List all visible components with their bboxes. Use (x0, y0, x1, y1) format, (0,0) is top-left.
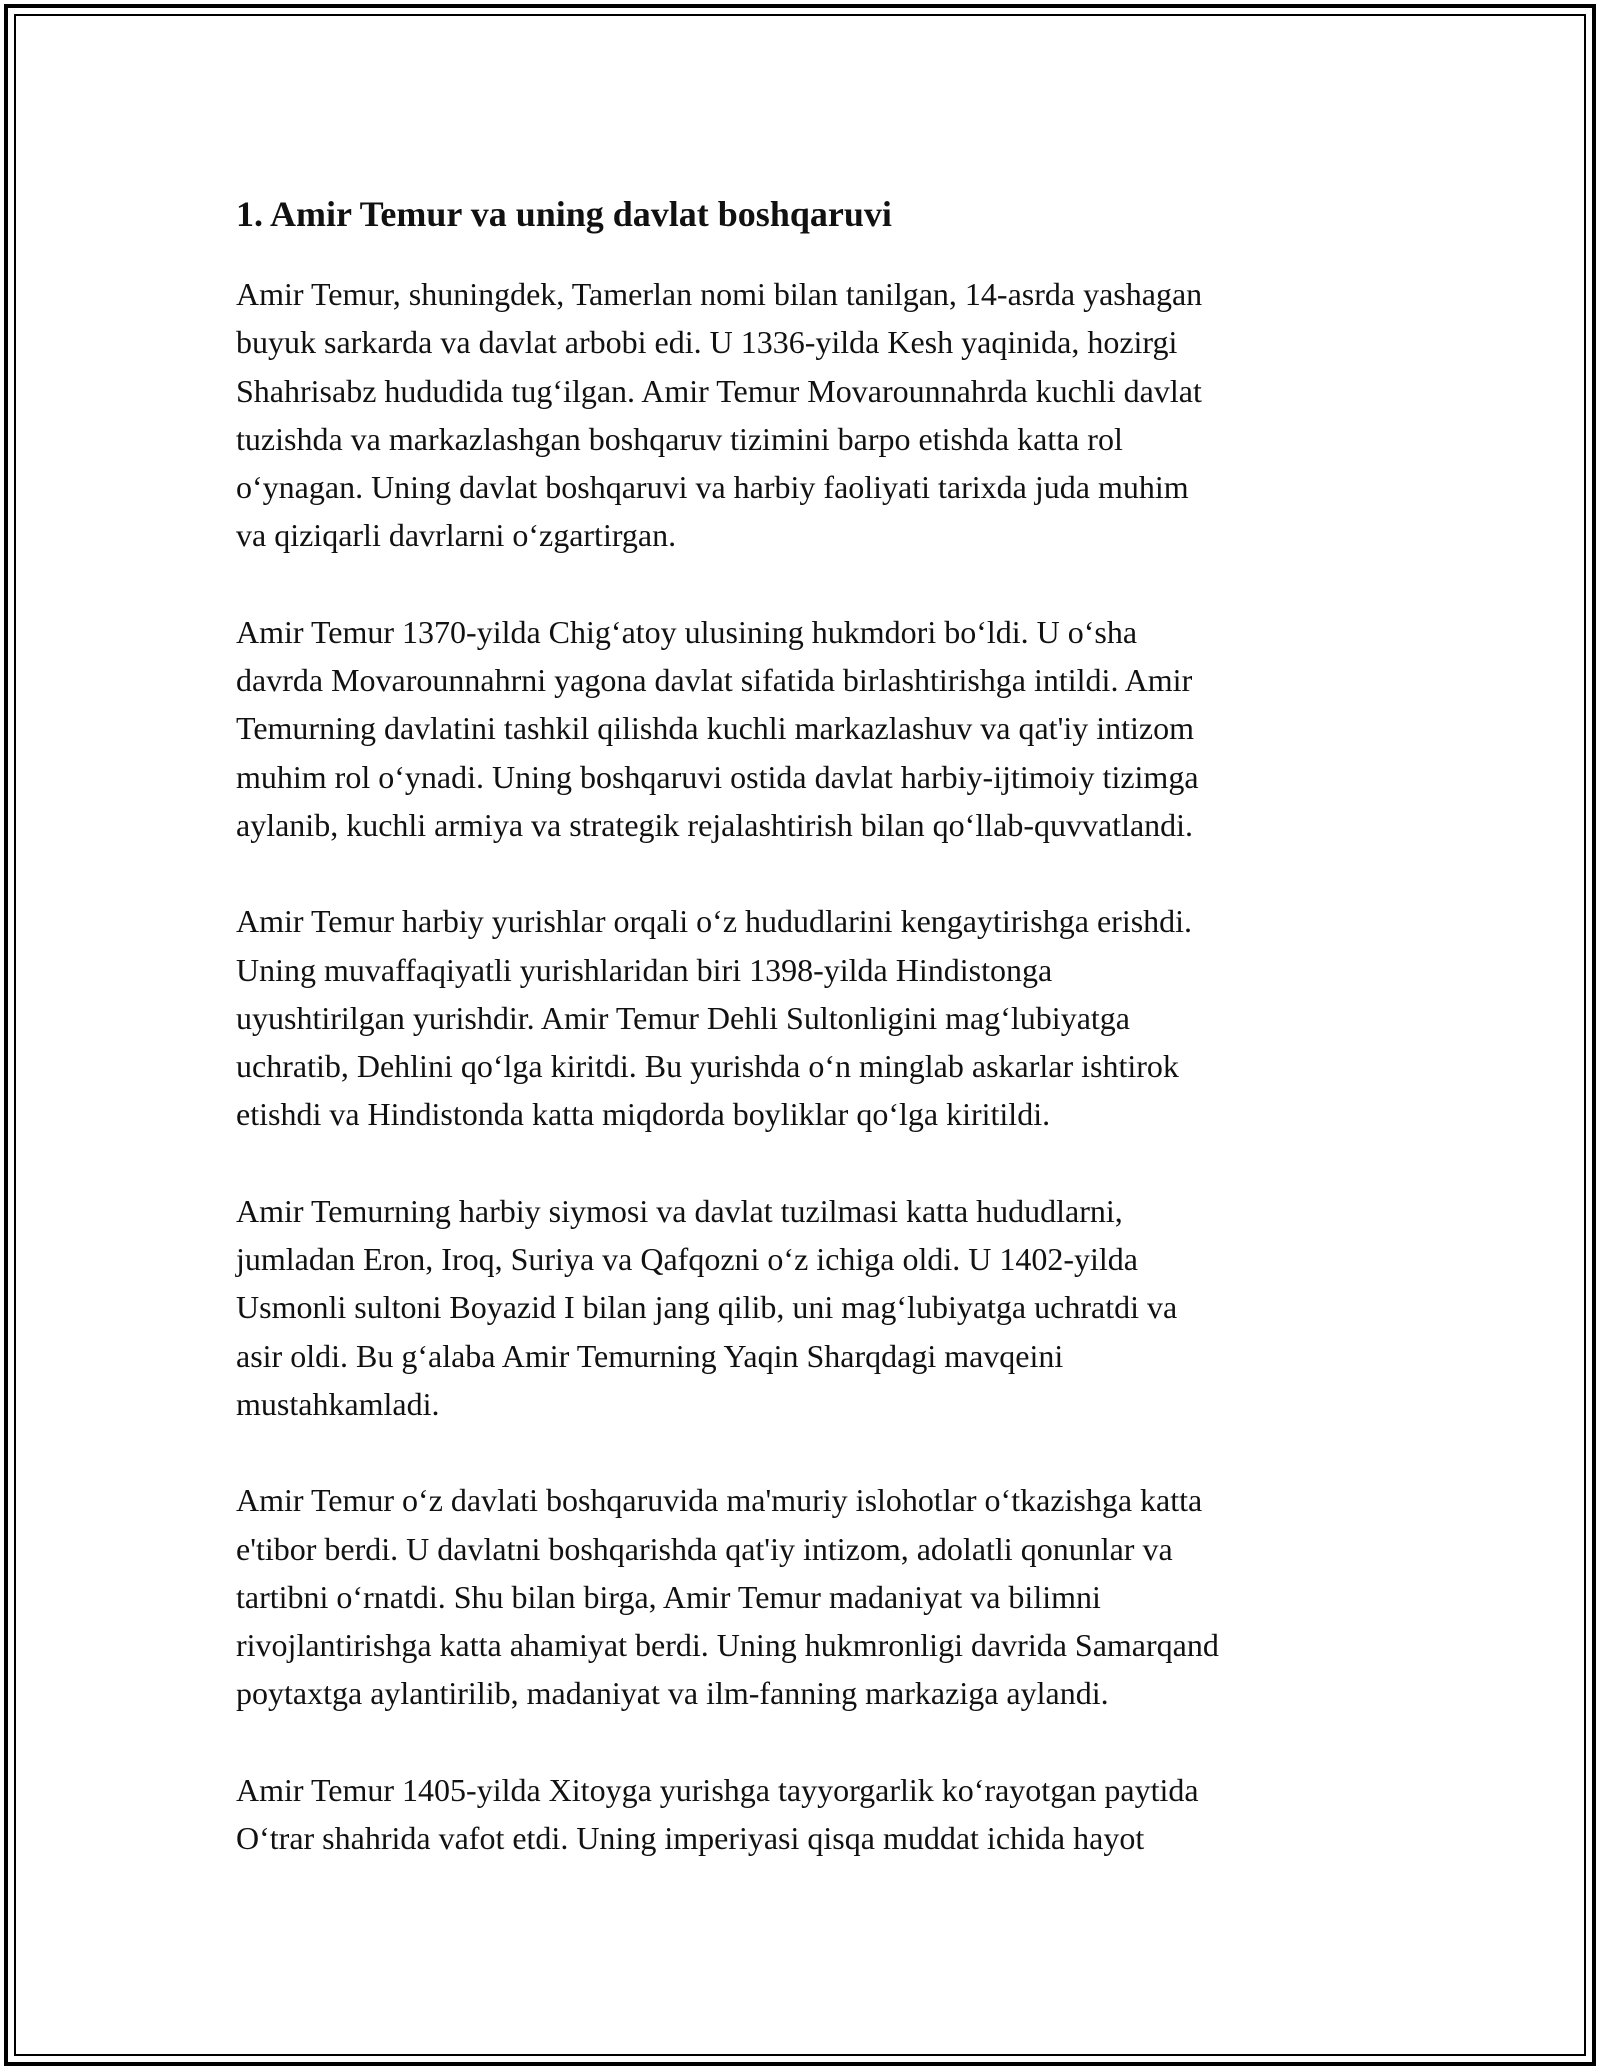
paragraph-india-campaign: Amir Temur harbiy yurishlar orqali o‘z hududlarini kengaytirishga erishdi. Uning muvaffaqiyatli yurishlaridan biri 1398-yilda Hindistonga uyushtirilgan yurishdir. Amir Temur Dehli Sultonligini mag‘lubiyatga uchratib, Dehlini qo‘lga kiritdi. Bu yurishda o‘n minglab askarlar ishtirok etishdi va Hindistonda katta miqdorda boyliklar qo‘lga kiritildi. (236, 903, 1193, 1133)
paragraph-birth-and-state: Amir Temur, shuningdek, Tamerlan nomi bilan tanilgan, 14-asrda yashagan buyuk sarkarda va davlat arbobi edi. U 1336-yilda Kesh yaqinida, hozirgi Shahrisabz hududida tug‘ilgan. Amir Temur Movarounnahrda kuchli davlat tuzishda va markazlashgan boshqaruv tizimini barpo etishda katta rol o‘ynagan. Uning davlat boshqaruvi va harbiy faoliyati tarixda juda muhim va qiziqarli davrlarni o‘zgartirgan. (236, 276, 1203, 554)
paragraph-chagatai-ruler: Amir Temur 1370-yilda Chig‘atoy ulusining hukmdori bo‘ldi. U o‘sha davrda Movarounnahrni yagona davlat sifatida birlashtirishga intildi. Amir Temurning davlatini tashkil qilishda kuchli markazlashuv va qat'iy intizom muhim rol o‘ynadi. Uning boshqaruvi ostida davlat harbiy-ijtimoiy tizimga aylanib, kuchli armiya va strategik rejalashtirish bilan qo‘llab-quvvatlandi. (236, 613, 1199, 843)
paragraph-territories: Amir Temurning harbiy siymosi va davlat tuzilmasi katta hududlarni, jumladan Eron, Iroq, Suriya va Qafqozni o‘z ichiga oldi. U 1402-yilda Usmonli sultoni Boyazid I bilan jang qilib, uni mag‘lubiyatga uchratdi va asir oldi. Bu g‘alaba Amir Temurning Yaqin Sharqdagi mavqeini mustahkamladi. (236, 1192, 1178, 1422)
document-body (236, 190, 1376, 1910)
document-title: 1. Amir Temur va uning davlat boshqaruvi (236, 194, 892, 234)
paragraph-death: Amir Temur 1405-yilda Xitoyga yurishga tayyorgarlik ko‘rayotgan paytida O‘trar shahrida vafot etdi. Uning imperiyasi qisqa muddat ichida hayot (236, 1771, 1199, 1857)
paragraph-reforms: Amir Temur o‘z davlati boshqaruvida ma'muriy islohotlar o‘tkazishga katta e'tibor berdi. U davlatni boshqarishda qat'iy intizom, adolatli qonunlar va tartibni o‘rnatdi. Shu bilan birga, Amir Temur madaniyat va bilimni rivojlantirishga katta ahamiyat berdi. Uning hukmronligi davrida Samarqand poytaxtga aylantirilib, madaniyat va ilm-fanning markaziga aylandi. (236, 1482, 1219, 1712)
